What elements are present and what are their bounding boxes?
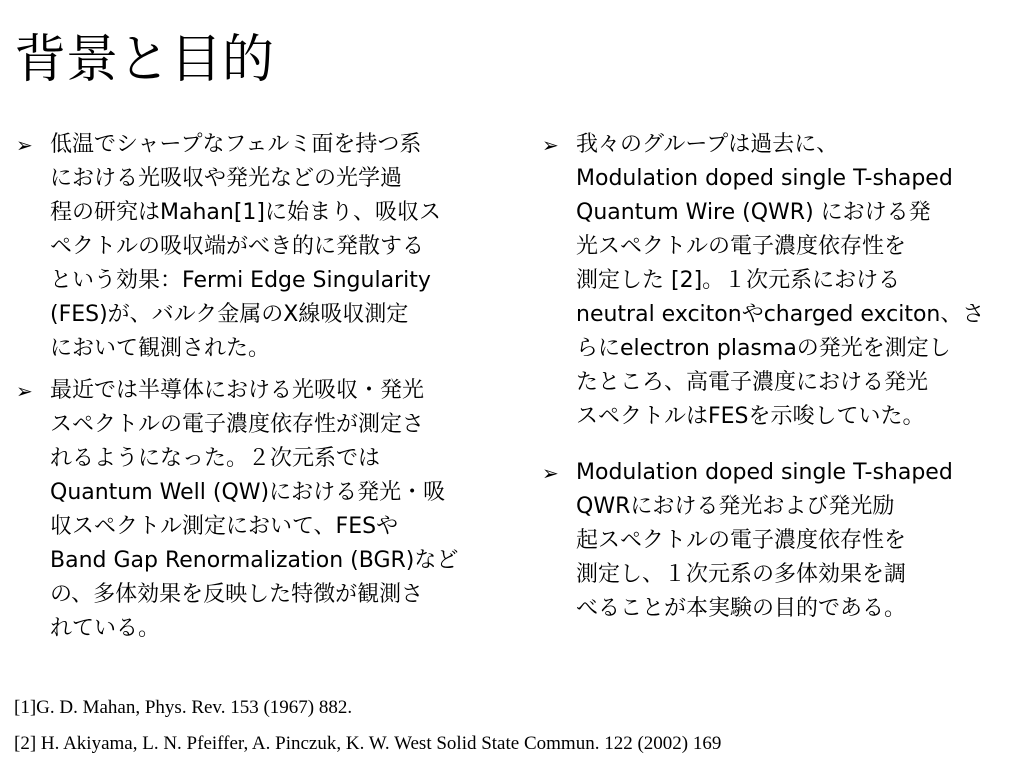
- bullet-item: [540, 456, 1008, 626]
- reference-2: [2] H. Akiyama, L. N. Pfeiffer, A. Pinczuk, K. W. West Solid State Commun. 122 (2002) 169: [14, 733, 722, 754]
- bullet-text: Modulation doped single T-shaped QWRにおける発光および発光励 起スペクトルの電子濃度依存性を 測定し、１次元系の多体効果を調 べることが本実験の目的である。: [576, 460, 953, 621]
- arrow-bullet-icon: ➢: [542, 461, 559, 485]
- bullet-item: [540, 128, 1008, 434]
- bullet-text: 我々のグループは過去に、 Modulation doped single T-shaped Quantum Wire (QWR) における発 光スペクトルの電子濃度依存性を 測定した [2]。１次元系における neutral excitonやcharged exciton、さ らにelectron plasmaの発光を測定し たところ、高電子濃度における発光 スペクトルはFESを示唆していた。: [576, 132, 985, 429]
- arrow-bullet-icon: ➢: [16, 379, 33, 403]
- right-column: [540, 128, 1008, 634]
- bullet-text: 最近では半導体における光吸収・発光 スペクトルの電子濃度依存性が測定さ れるようになった。２次元系では Quantum Well (QW)における発光・吸 収スペクトル測定において、FESや Band Gap Renormalization (BGR)など の、多体効果を反映した特徴が観測さ れている。: [50, 378, 459, 641]
- reference-1: [1]G. D. Mahan, Phys. Rev. 153 (1967) 882.: [14, 697, 353, 718]
- arrow-bullet-icon: ➢: [16, 133, 33, 157]
- references: [14, 690, 1014, 762]
- left-column: [14, 128, 514, 654]
- arrow-bullet-icon: ➢: [542, 133, 559, 157]
- slide-title: 背景と目的: [14, 30, 275, 90]
- bullet-item: [14, 128, 514, 366]
- bullet-item: [14, 374, 514, 646]
- bullet-text: 低温でシャープなフェルミ面を持つ系 における光吸収や発光などの光学過 程の研究はMahan[1]に始まり、吸収ス ペクトルの吸収端がべき的に発散する という効果：Fermi Edge Singularity (FES)が、バルク金属のX線吸収測定 において観測された。: [50, 132, 441, 361]
